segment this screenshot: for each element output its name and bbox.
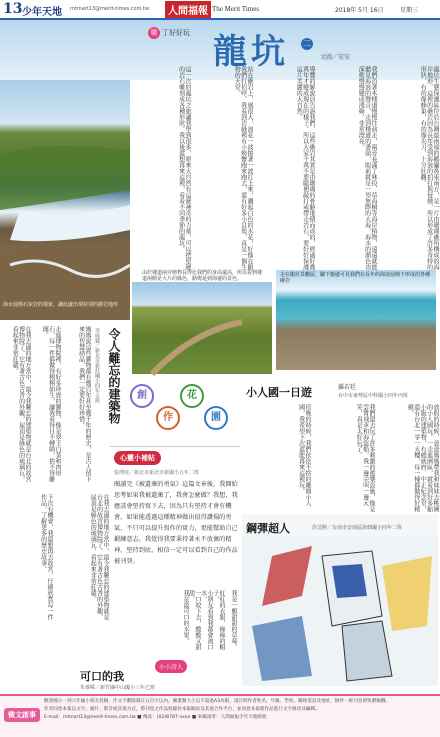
building-title: 令人難忘的建築物: [107, 328, 121, 424]
boardwalk-art: [132, 282, 272, 374]
footer-line: 歡迎國小一到六年級小朋友投稿，作文字數限制在五百字以內，圖畫類大小以不超過A3為限，請註明作者姓名、年級、學校、聯絡電話及地址，稿件一經刊登即致贈稿酬。: [44, 699, 391, 704]
feature-badge: 樂: [148, 27, 160, 39]
poem-line: 小朋友看到我都會流口水，: [199, 590, 213, 650]
poem-byline: 朱睿晞／新竹縣中山國小三年乙班: [80, 685, 156, 691]
little-nation-author: 羅若廷: [338, 384, 357, 391]
poem-badge: 小小詩人: [155, 660, 187, 673]
feature-series: 丁好好玩: [162, 29, 190, 37]
creative-circle: 花: [180, 384, 204, 408]
creative-body: 閱讀完《被遺棄的勇氣》這篇文章後，我開始思考如果我被遺棄了，我會怎麼做？我想，我應該會堅持寫下去，因為只有堅持才會有機會。如果能透過這種精神做出值得讚揚的勇氣，不只可以提升寫作的實力，更能幫助自己鍛鍊意志。我覺得我要秉持著永不放棄的精神，堅持到底，相信一定可以看到自己的作品被刊登。: [114, 481, 238, 565]
feature-title: 龍坑: [213, 32, 289, 72]
boardwalk-caption: 由於棧道兩旁植物長得比我們的身高還高，所以看到棧道兩側是大片的綠色，路彎延到海邊的景色。: [142, 270, 263, 282]
coast-photo-caption: 海水侵蝕石灰岩的現象，讓此處出現特別的礁岩地形: [3, 302, 119, 308]
building-column: 在我去過的地方當中，最令我難忘的建築物就是台北的故宮博物院了。它有著古色古香的外觀，屋頂是綠色的琉璃瓦，看起來非常莊嚴。: [11, 326, 31, 482]
boardwalk-photo: [132, 270, 272, 374]
article-lower-left: [0, 494, 110, 684]
creative-box: [110, 446, 240, 589]
little-nation-column: 我們還去玩了許多刺激的遊樂設施，像是雲霄飛車和海盜船，我一邊尖叫一邊大笑，真是太好玩了。: [355, 404, 375, 512]
gundam-byline: 許芸熙／台南市安南區海佃國小四年二班: [312, 525, 403, 531]
creative-circle: 園: [204, 406, 228, 430]
creative-circle: 創: [130, 384, 154, 408]
feature-column: 龍坑生態保護區位於台灣最南端的鵝鑾鼻東南方，是一片由珊瑚礁所構成的海岸地形，這裡的礁岩因為長年受到海浪的拍打與侵蝕，所以形成了許多奇特的形狀，有的像蜂巢，有的像尖刀，十分壯觀。: [419, 66, 439, 270]
issue-date: 2018年 5月 16日: [335, 7, 384, 14]
poem-line: 我是最可口的水果。: [182, 590, 189, 644]
reef-photo: [276, 270, 436, 370]
page-number: 13: [3, 1, 23, 17]
poem-line: 我是一顆甜甜的草莓，: [230, 590, 237, 650]
feature-column: 我們沿著木棧道慢慢往前走，兩旁長滿了林投、草海桐等海岸植物，遠遠就能聽見海浪的聲音。走到棧道的盡頭，眼前就是一望無際的大海，海水的顏色由深藍慢慢變成淺綠，非常漂亮。: [357, 66, 377, 270]
coast-photo-art: [0, 80, 130, 320]
poem-line: 一口咬下去，酸酸又甜甜，: [187, 590, 201, 650]
gundam-drawing: [242, 536, 438, 686]
little-nation-school: 台中市東勢區中科國小四年丙班: [338, 393, 409, 399]
feature-byline: 文圖／安安: [320, 54, 351, 61]
feature-column: 導覽的解說員告訴我們，這些礁岩其實是由珊瑚的骨骼堆積而成的，經過好幾萬年才變成現在的樣子。所以大家千萬不要隨便敲打或帶走岩石，要好好保護這片美麗的大自然。: [295, 66, 315, 270]
feature-column: 這一次的龍坑之旅讓我學到很多，原來大自然有這麼神奇的力量，可以把堅硬的岩石雕刻成各種形狀。我以後還想再來這裡，看看不同季節的龍坑。: [177, 66, 191, 270]
feature-column: 站在礁岩上，風很大，浪花一波接著一波打上來，濺起白色的水花，好像在跟我們打招呼。我看到岩縫裡有小螃蟹跑來跑去，還有好多小貝殼，真是一個生物的天堂。: [233, 66, 253, 270]
creative-badge: 心靈小補帖: [114, 451, 161, 465]
section-title: 少年天地: [22, 7, 62, 18]
little-nation-column: 傍晚的時候，我們依依不捨的離開小人國，我希望下次還能再來這裡玩。: [297, 404, 311, 506]
page-header: [0, 0, 440, 20]
article-gundam: [242, 514, 438, 684]
footer-line: E-mail：mtmart13@merit-times.com.tw ■ 傳真：(02)8787-xxxx ■ 來稿請寄：人間福報少年天地版收: [44, 715, 267, 720]
building-column: 在我去過的地方當中，最令我難忘的建築物就是台北的故宮博物院了。它有著古色古香的外觀，屋頂是綠色的琉璃瓦，看起來非常莊嚴。: [89, 494, 109, 620]
footer-label: 徵文啟事: [4, 708, 40, 722]
little-nation-title: 小人國一日遊: [246, 386, 312, 399]
feature-title-mark: 二: [303, 39, 311, 48]
creative-circle: 作: [156, 406, 180, 430]
issue-weekday: 星期三: [400, 7, 419, 14]
brand-logo-en: The Merit Times: [212, 5, 260, 13]
feature-article-body: [132, 62, 438, 278]
poem-title: 可口的我: [80, 670, 124, 683]
coast-photo: [0, 80, 130, 320]
section-email: mtmart13@merit-times.com.tw: [70, 6, 150, 12]
building-column: 下次有機會，我還想再去故宮，仔細欣賞每一件作品，了解更多的歷史故事。: [39, 494, 53, 620]
building-byline: 李庭賢／新北市新莊國小四年五班: [94, 328, 100, 403]
submission-footer: [0, 694, 440, 737]
gundam-title: 鋼彈超人: [246, 522, 290, 535]
creative-garden-logo: [128, 378, 228, 446]
article-little-nation: [242, 374, 438, 514]
poem-line: 紅紅的衣服，綠綠的帽子，: [211, 590, 225, 650]
little-nation-column: 放假的時候，爸爸媽媽帶我和妹妹去桃園的小人國玩。一走進園區，就看到好多縮小版的建築物，有總統府、中正紀念堂，還有台北一零一大樓，每一棟都做得好精緻。: [406, 404, 439, 512]
building-column: 走進博物院裡，有好多珍貴的寶物，像是翠玉白菜和肉形石，每一件都做得栩栩如生，讓我看得目不轉睛，捨不得離開。: [41, 326, 61, 482]
footer-line: 作者同意本報以文字、圖片、影音或其他方式，將刊登之作品收錄於本報網站及其他合作平台，並同意本報就作品進行文字修改及編輯。: [44, 707, 320, 712]
building-column: 媽媽說這些寶物都有幾百年甚至幾千年的歷史，是古人留下來的智慧結晶，我們一定要好好珍惜。: [77, 326, 91, 482]
reef-caption: 走在龍坑景觀區，腳下隨處可見我們在長年的海浪侵蝕下形成的各種礁岩: [280, 272, 431, 284]
brand-logo: 人間福報: [165, 1, 211, 18]
creative-byline: 張理庭／新北市新北市新國小五年二班: [114, 470, 200, 476]
